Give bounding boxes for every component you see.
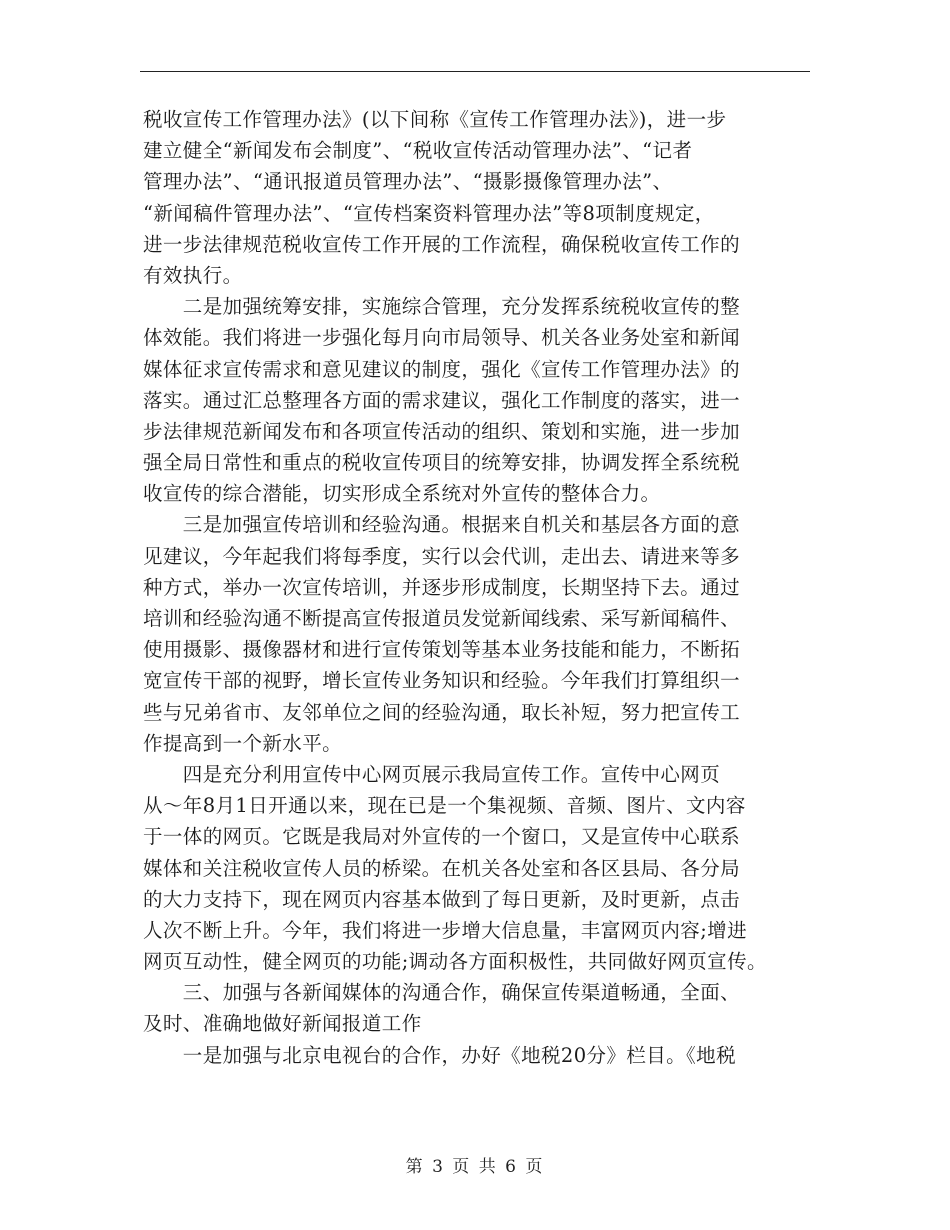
text-line: 作提高到一个新水平。: [143, 731, 343, 755]
text-line: 使用摄影、摄像器材和进行宣传策划等基本业务技能和能力，不断拓: [143, 638, 741, 662]
text-line: 网页互动性，健全网页的功能;调动各方面积极性，共同做好网页宣传。: [143, 950, 767, 974]
text-line: 从～年8月1日开通以来，现在已是一个集视频、音频、图片、文内容: [143, 794, 746, 818]
text-line: 步法律规范新闻发布和各项宣传活动的组织、策划和实施，进一步加: [143, 419, 741, 443]
header-rule: [140, 71, 810, 72]
text-line: 三是加强宣传培训和经验沟通。根据来自机关和基层各方面的意: [143, 513, 741, 537]
text-line: “新闻稿件管理办法”、“宣传档案资料管理办法”等8项制度规定，: [143, 201, 715, 225]
text-line: 管理办法”、“通讯报道员管理办法”、“摄影摄像管理办法”、: [143, 170, 673, 194]
text-line: 二是加强统筹安排，实施综合管理，充分发挥系统税收宣传的整: [143, 295, 741, 319]
text-line: 媒体和关注税收宣传人员的桥梁。在机关各处室和各区县局、各分局: [143, 856, 741, 880]
text-line: 种方式，举办一次宣传培训，并逐步形成制度，长期坚持下去。通过: [143, 575, 741, 599]
text-line: 体效能。我们将进一步强化每月向市局领导、机关各业务处室和新闻: [143, 326, 741, 350]
text-line: 些与兄弟省市、友邻单位之间的经验沟通，取长补短，努力把宣传工: [143, 700, 741, 724]
text-line: 三、加强与各新闻媒体的沟通合作，确保宣传渠道畅通，全面、: [143, 981, 741, 1005]
text-line: 及时、准确地做好新闻报道工作: [143, 1012, 422, 1036]
text-line: 强全局日常性和重点的税收宣传项目的统筹安排，协调发挥全系统税: [143, 451, 741, 475]
text-line: 四是充分利用宣传中心网页展示我局宣传工作。宣传中心网页: [143, 762, 721, 786]
text-line: 的大力支持下，现在网页内容基本做到了每日更新，及时更新，点击: [143, 887, 741, 911]
text-line: 落实。通过汇总整理各方面的需求建议，强化工作制度的落实，进一: [143, 388, 741, 412]
text-line: 收宣传的综合潜能，切实形成全系统对外宣传的整体合力。: [143, 482, 661, 506]
text-line: 一是加强与北京电视台的合作，办好《地税20分》栏目。《地税: [143, 1043, 736, 1067]
body-text: [143, 104, 813, 1071]
text-line: 有效执行。: [143, 263, 243, 287]
text-line: 培训和经验沟通不断提高宣传报道员发觉新闻线索、采写新闻稿件、: [143, 607, 741, 630]
text-line: 人次不断上升。今年，我们将进一步增大信息量，丰富网页内容;增进: [143, 918, 747, 942]
text-line: 于一体的网页。它既是我局对外宣传的一个窗口，又是宣传中心联系: [143, 825, 741, 849]
text-line: 建立健全“新闻发布会制度”、“税收宣传活动管理办法”、“记者: [143, 139, 693, 163]
text-line: 税收宣传工作管理办法》(以下间称《宣传工作管理办法》)，进一步: [143, 108, 727, 131]
text-line: 宽宣传干部的视野，增长宣传业务知识和经验。今年我们打算组织一: [143, 669, 741, 693]
text-line: 媒体征求宣传需求和意见建议的制度，强化《宣传工作管理办法》的: [143, 357, 741, 381]
page-footer: 第 3 页 共 6 页: [405, 1157, 545, 1177]
text-line: 见建议，今年起我们将每季度，实行以会代训，走出去、请进来等多: [143, 544, 741, 568]
text-line: 进一步法律规范税收宣传工作开展的工作流程，确保税收宣传工作的: [143, 232, 741, 256]
